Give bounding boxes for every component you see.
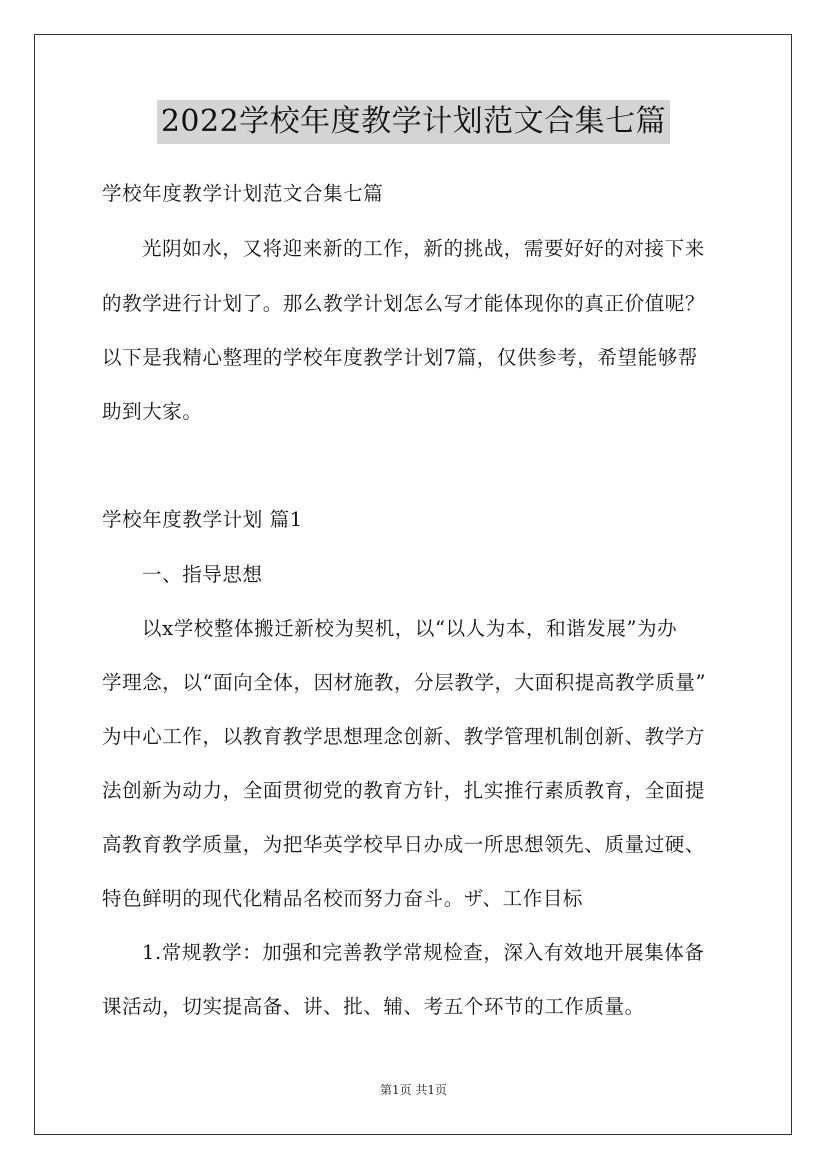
body-line: 特色鲜明的现代化精品名校而努力奋斗。ザ、工作目标	[102, 887, 584, 910]
body-line: 法创新为动力，全面贯彻党的教育方针，扎实推行素质教育，全面提	[102, 779, 706, 802]
document-title: 2022学校年度教学计划范文合集七篇	[157, 100, 670, 144]
body-line: 学理念，以“面向全体，因材施教，分层教学，大面积提高教学质量”	[102, 671, 707, 694]
intro-line: 的教学进行计划了。那么教学计划怎么写才能体现你的真正价值呢？	[102, 292, 706, 315]
document-subtitle: 学校年度教学计划范文合集七篇	[102, 182, 384, 205]
page-footer: 第1页 共1页	[379, 1083, 448, 1097]
intro-line: 以下是我精心整理的学校年度教学计划7篇，仅供参考，希望能够帮	[102, 346, 698, 369]
title-container	[0, 100, 827, 144]
body-line: 高教育教学质量，为把华英学校早日办成一所思想领先、质量过硬、	[102, 833, 706, 856]
body-line: 为中心工作，以教育教学思想理念创新、教学管理机制创新、教学方	[102, 725, 706, 748]
intro-line: 助到大家。	[102, 400, 203, 423]
point-line: 课活动，切实提高备、讲、批、辅、考五个环节的工作质量。	[102, 995, 645, 1018]
body-line: 以x学校整体搬迁新校为契机，以“以人为本，和谐发展”为办	[142, 617, 678, 640]
point-line: 1.常规教学：加强和完善教学常规检查，深入有效地开展集体备	[142, 941, 705, 964]
subheading: 一、指导思想	[142, 563, 263, 586]
section-heading: 学校年度教学计划 篇1	[102, 508, 303, 531]
intro-line: 光阴如水，又将迎来新的工作，新的挑战，需要好好的对接下来	[142, 237, 705, 260]
